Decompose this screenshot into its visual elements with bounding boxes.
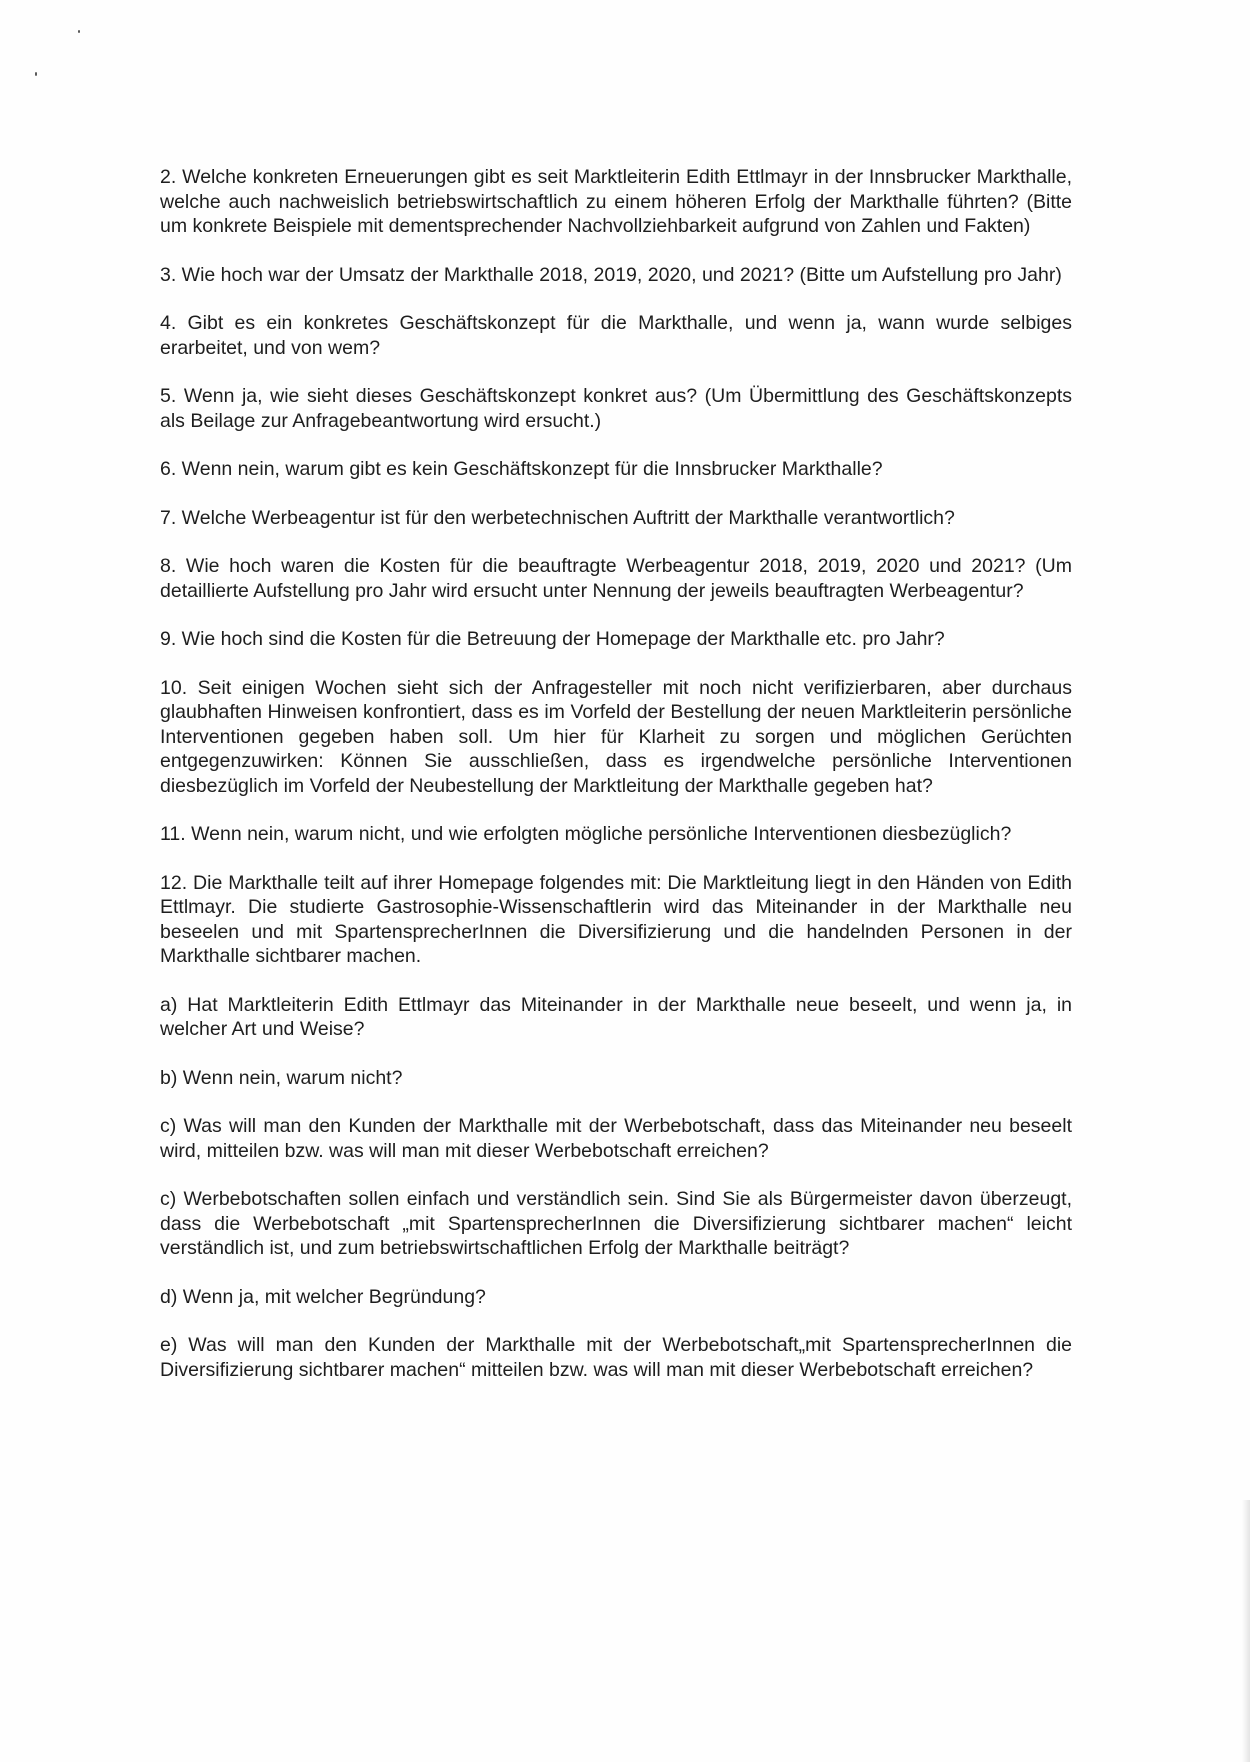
question-7: 7. Welche Werbeagentur ist für den werbetechnischen Auftritt der Markthalle verantwortlich? [160, 506, 955, 529]
question-12b: b) Wenn nein, warum nicht? [160, 1066, 403, 1089]
scan-edge-shadow [1242, 1500, 1250, 1762]
question-12: 12. Die Markthalle teilt auf ihrer Homepage folgendes mit: Die Marktleitung liegt in den Händen von Edith Ettlmayr. Die studierte Gastrosophie-Wissenschaftlerin wird das Miteinander in der Markthalle neu beseelen und mit SpartensprecherInnen die Diversifizierung und die handelnden Personen in der Markthalle sichtbarer machen. [160, 871, 1072, 967]
scan-speck [35, 72, 37, 76]
scan-speck [78, 30, 80, 33]
question-12d: d) Wenn ja, mit welcher Begründung? [160, 1285, 486, 1308]
question-2: 2. Welche konkreten Erneuerungen gibt es seit Marktleiterin Edith Ettlmayr in der Innsbrucker Markthalle, welche auch nachweislich betriebswirtschaftlich zu einem höheren Erfolg der Markthalle führten? (Bitte um konkrete Beispiele mit dementsprechender Nachvollziehbarkeit aufgrund von Zahlen und Fakten) [160, 166, 1072, 237]
document-body [160, 165, 1072, 1382]
question-6: 6. Wenn nein, warum gibt es kein Geschäftskonzept für die Innsbrucker Markthalle? [160, 458, 883, 480]
question-4: 4. Gibt es ein konkretes Geschäftskonzept für die Markthalle, und wenn ja, wann wurde selbiges erarbeitet, und von wem? [160, 312, 1072, 359]
question-12c-first: c) Was will man den Kunden der Markthalle mit der Werbebotschaft, dass das Miteinander neu beseelt wird, mitteilen bzw. was will man mit dieser Werbebotschaft erreichen? [160, 1115, 1072, 1162]
question-12e: e) Was will man den Kunden der Markthalle mit der Werbebotschaft„mit SpartensprecherInnen die Diversifizierung sichtbarer machen“ mitteilen bzw. was will man mit dieser Werbebotschaft erreichen? [160, 1334, 1072, 1381]
question-10: 10. Seit einigen Wochen sieht sich der Anfragesteller mit noch nicht verifizierbaren, aber durchaus glaubhaften Hinweisen konfrontiert, dass es im Vorfeld der Bestellung der neuen Marktleiterin persönliche Interventionen gegeben haben soll. Um hier für Klarheit zu sorgen und möglichen Gerüchten entgegenzuwirken: Können Sie ausschließen, dass es irgendwelche persönliche Interventionen diesbezüglich im Vorfeld der Neubestellung der Marktleitung der Markthalle gegeben hat? [160, 676, 1072, 797]
question-5: 5. Wenn ja, wie sieht dieses Geschäftskonzept konkret aus? (Um Übermittlung des Geschäftskonzepts als Beilage zur Anfragebeantwortung wird ersucht.) [160, 385, 1072, 432]
question-12c-second: c) Werbebotschaften sollen einfach und verständlich sein. Sind Sie als Bürgermeister davon überzeugt, dass die Werbebotschaft „mit SpartensprecherInnen die Diversifizierung sichtbarer machen“ leicht verständlich ist, und zum betriebswirtschaftlichen Erfolg der Markthalle beiträgt? [160, 1188, 1072, 1259]
question-8: 8. Wie hoch waren die Kosten für die beauftragte Werbeagentur 2018, 2019, 2020 und 2021? (Um detaillierte Aufstellung pro Jahr wird ersucht unter Nennung der jeweils beauftragten Werbeagentur? [160, 555, 1072, 602]
question-11: 11. Wenn nein, warum nicht, und wie erfolgten mögliche persönliche Interventionen diesbezüglich? [160, 823, 1012, 845]
question-9: 9. Wie hoch sind die Kosten für die Betreuung der Homepage der Markthalle etc. pro Jahr? [160, 628, 945, 650]
question-12a: a) Hat Marktleiterin Edith Ettlmayr das Miteinander in der Markthalle neue beseelt, und wenn ja, in welcher Art und Weise? [160, 993, 1072, 1040]
question-3: 3. Wie hoch war der Umsatz der Markthalle 2018, 2019, 2020, und 2021? (Bitte um Aufstellung pro Jahr) [160, 263, 1062, 286]
